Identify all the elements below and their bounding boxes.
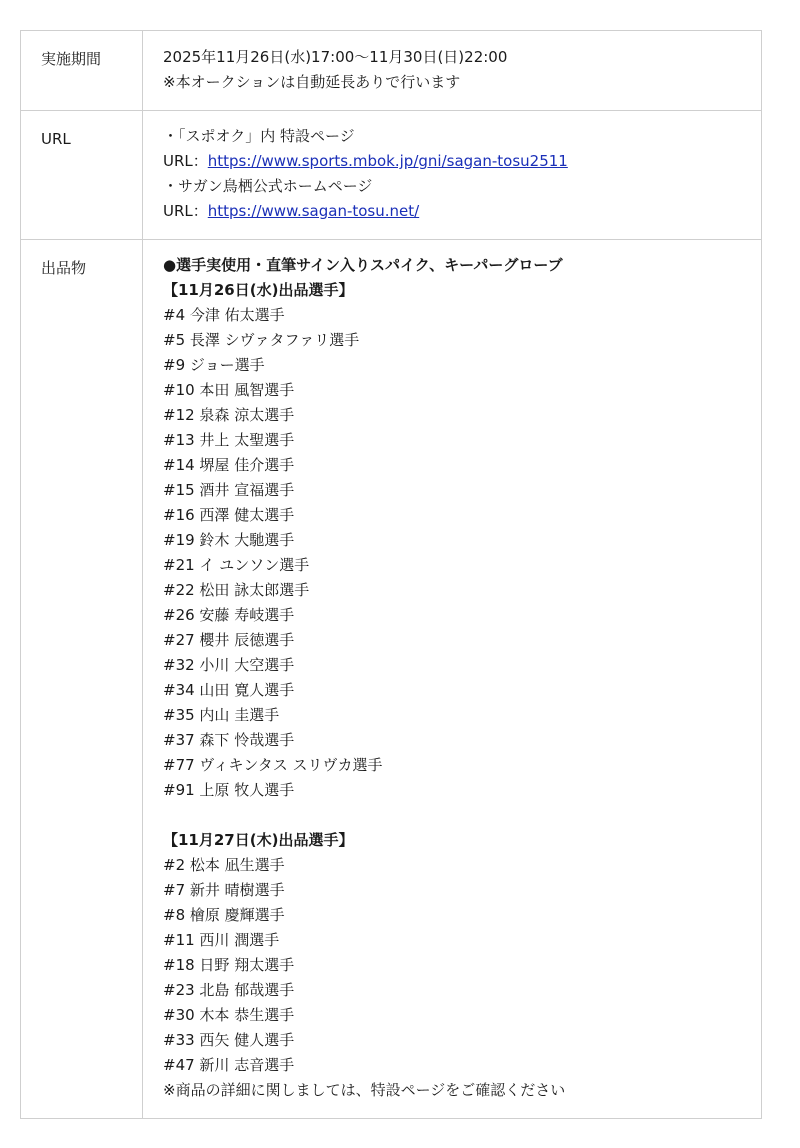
url-label: URL xyxy=(41,130,71,148)
official-site-link[interactable]: https://www.sagan-tosu.net/ xyxy=(207,202,420,220)
player-entry: #35 内山 圭選手 xyxy=(163,706,280,724)
player-entry: #14 堺屋 佳介選手 xyxy=(163,456,295,474)
spacer xyxy=(163,803,741,828)
player-entry: #32 小川 大空選手 xyxy=(163,656,295,674)
player-entry: #19 鈴木 大馳選手 xyxy=(163,531,295,549)
items-heading: ●選手実使用・直筆サイン入りスパイク、キーパーグローブ xyxy=(163,256,563,274)
player-entry: #30 木本 恭生選手 xyxy=(163,1006,295,1024)
player-entry: #33 西矢 健人選手 xyxy=(163,1031,295,1049)
player-entry: #9 ジョー選手 xyxy=(163,356,265,374)
spooku-page-link[interactable]: https://www.sports.mbok.jp/gni/sagan-tosu2511 xyxy=(207,152,568,170)
day1-heading: 【11月26日(水)出品選手】 xyxy=(163,281,354,299)
player-entry: #10 本田 風智選手 xyxy=(163,381,295,399)
period-note: ※本オークションは自動延長ありで行います xyxy=(163,73,461,91)
url-prefix: URL： xyxy=(163,202,208,220)
spooku-page-title: ・「スポオク」内 特設ページ xyxy=(163,127,355,145)
player-entry: #4 今津 佑太選手 xyxy=(163,306,285,324)
player-entry: #37 森下 怜哉選手 xyxy=(163,731,295,749)
day2-player-list xyxy=(163,853,741,1078)
url-prefix: URL： xyxy=(163,152,208,170)
url-row xyxy=(21,111,762,240)
period-row xyxy=(21,31,762,111)
player-entry: #22 松田 詠太郎選手 xyxy=(163,581,310,599)
url-value-cell xyxy=(143,111,762,240)
url-label-cell xyxy=(21,111,143,240)
player-entry: #18 日野 翔太選手 xyxy=(163,956,295,974)
items-note: ※商品の詳細に関しましては、特設ページをご確認ください xyxy=(163,1081,566,1099)
player-entry: #23 北島 郁哉選手 xyxy=(163,981,295,999)
official-site-title: ・サガン鳥栖公式ホームページ xyxy=(163,177,373,195)
player-entry: #13 井上 太聖選手 xyxy=(163,431,295,449)
player-entry: #77 ヴィキンタス スリヴカ選手 xyxy=(163,756,383,774)
official-url-line xyxy=(163,199,741,224)
day2-heading: 【11月27日(木)出品選手】 xyxy=(163,831,354,849)
player-entry: #21 イ ユンソン選手 xyxy=(163,556,310,574)
player-entry: #11 西川 潤選手 xyxy=(163,931,280,949)
player-entry: #27 櫻井 辰徳選手 xyxy=(163,631,295,649)
period-label: 実施期間 xyxy=(41,50,102,68)
player-entry: #5 長澤 シヴァタファリ選手 xyxy=(163,331,360,349)
day1-player-list xyxy=(163,303,741,803)
period-label-cell xyxy=(21,31,143,111)
player-entry: #2 松本 凪生選手 xyxy=(163,856,285,874)
items-row xyxy=(21,240,762,1119)
items-label-cell xyxy=(21,240,143,1119)
player-entry: #47 新川 志音選手 xyxy=(163,1056,295,1074)
player-entry: #15 酒井 宣福選手 xyxy=(163,481,295,499)
auction-info-table xyxy=(20,30,762,1119)
items-value-cell xyxy=(143,240,762,1119)
period-dates: 2025年11月26日(水)17:00〜11月30日(日)22:00 xyxy=(163,48,508,66)
player-entry: #7 新井 晴樹選手 xyxy=(163,881,285,899)
spooku-url-line xyxy=(163,149,741,174)
player-entry: #34 山田 寛人選手 xyxy=(163,681,295,699)
player-entry: #16 西澤 健太選手 xyxy=(163,506,295,524)
player-entry: #12 泉森 涼太選手 xyxy=(163,406,295,424)
items-label: 出品物 xyxy=(41,259,87,277)
period-value-cell xyxy=(143,31,762,111)
player-entry: #26 安藤 寿岐選手 xyxy=(163,606,295,624)
player-entry: #8 檜原 慶輝選手 xyxy=(163,906,285,924)
player-entry: #91 上原 牧人選手 xyxy=(163,781,295,799)
